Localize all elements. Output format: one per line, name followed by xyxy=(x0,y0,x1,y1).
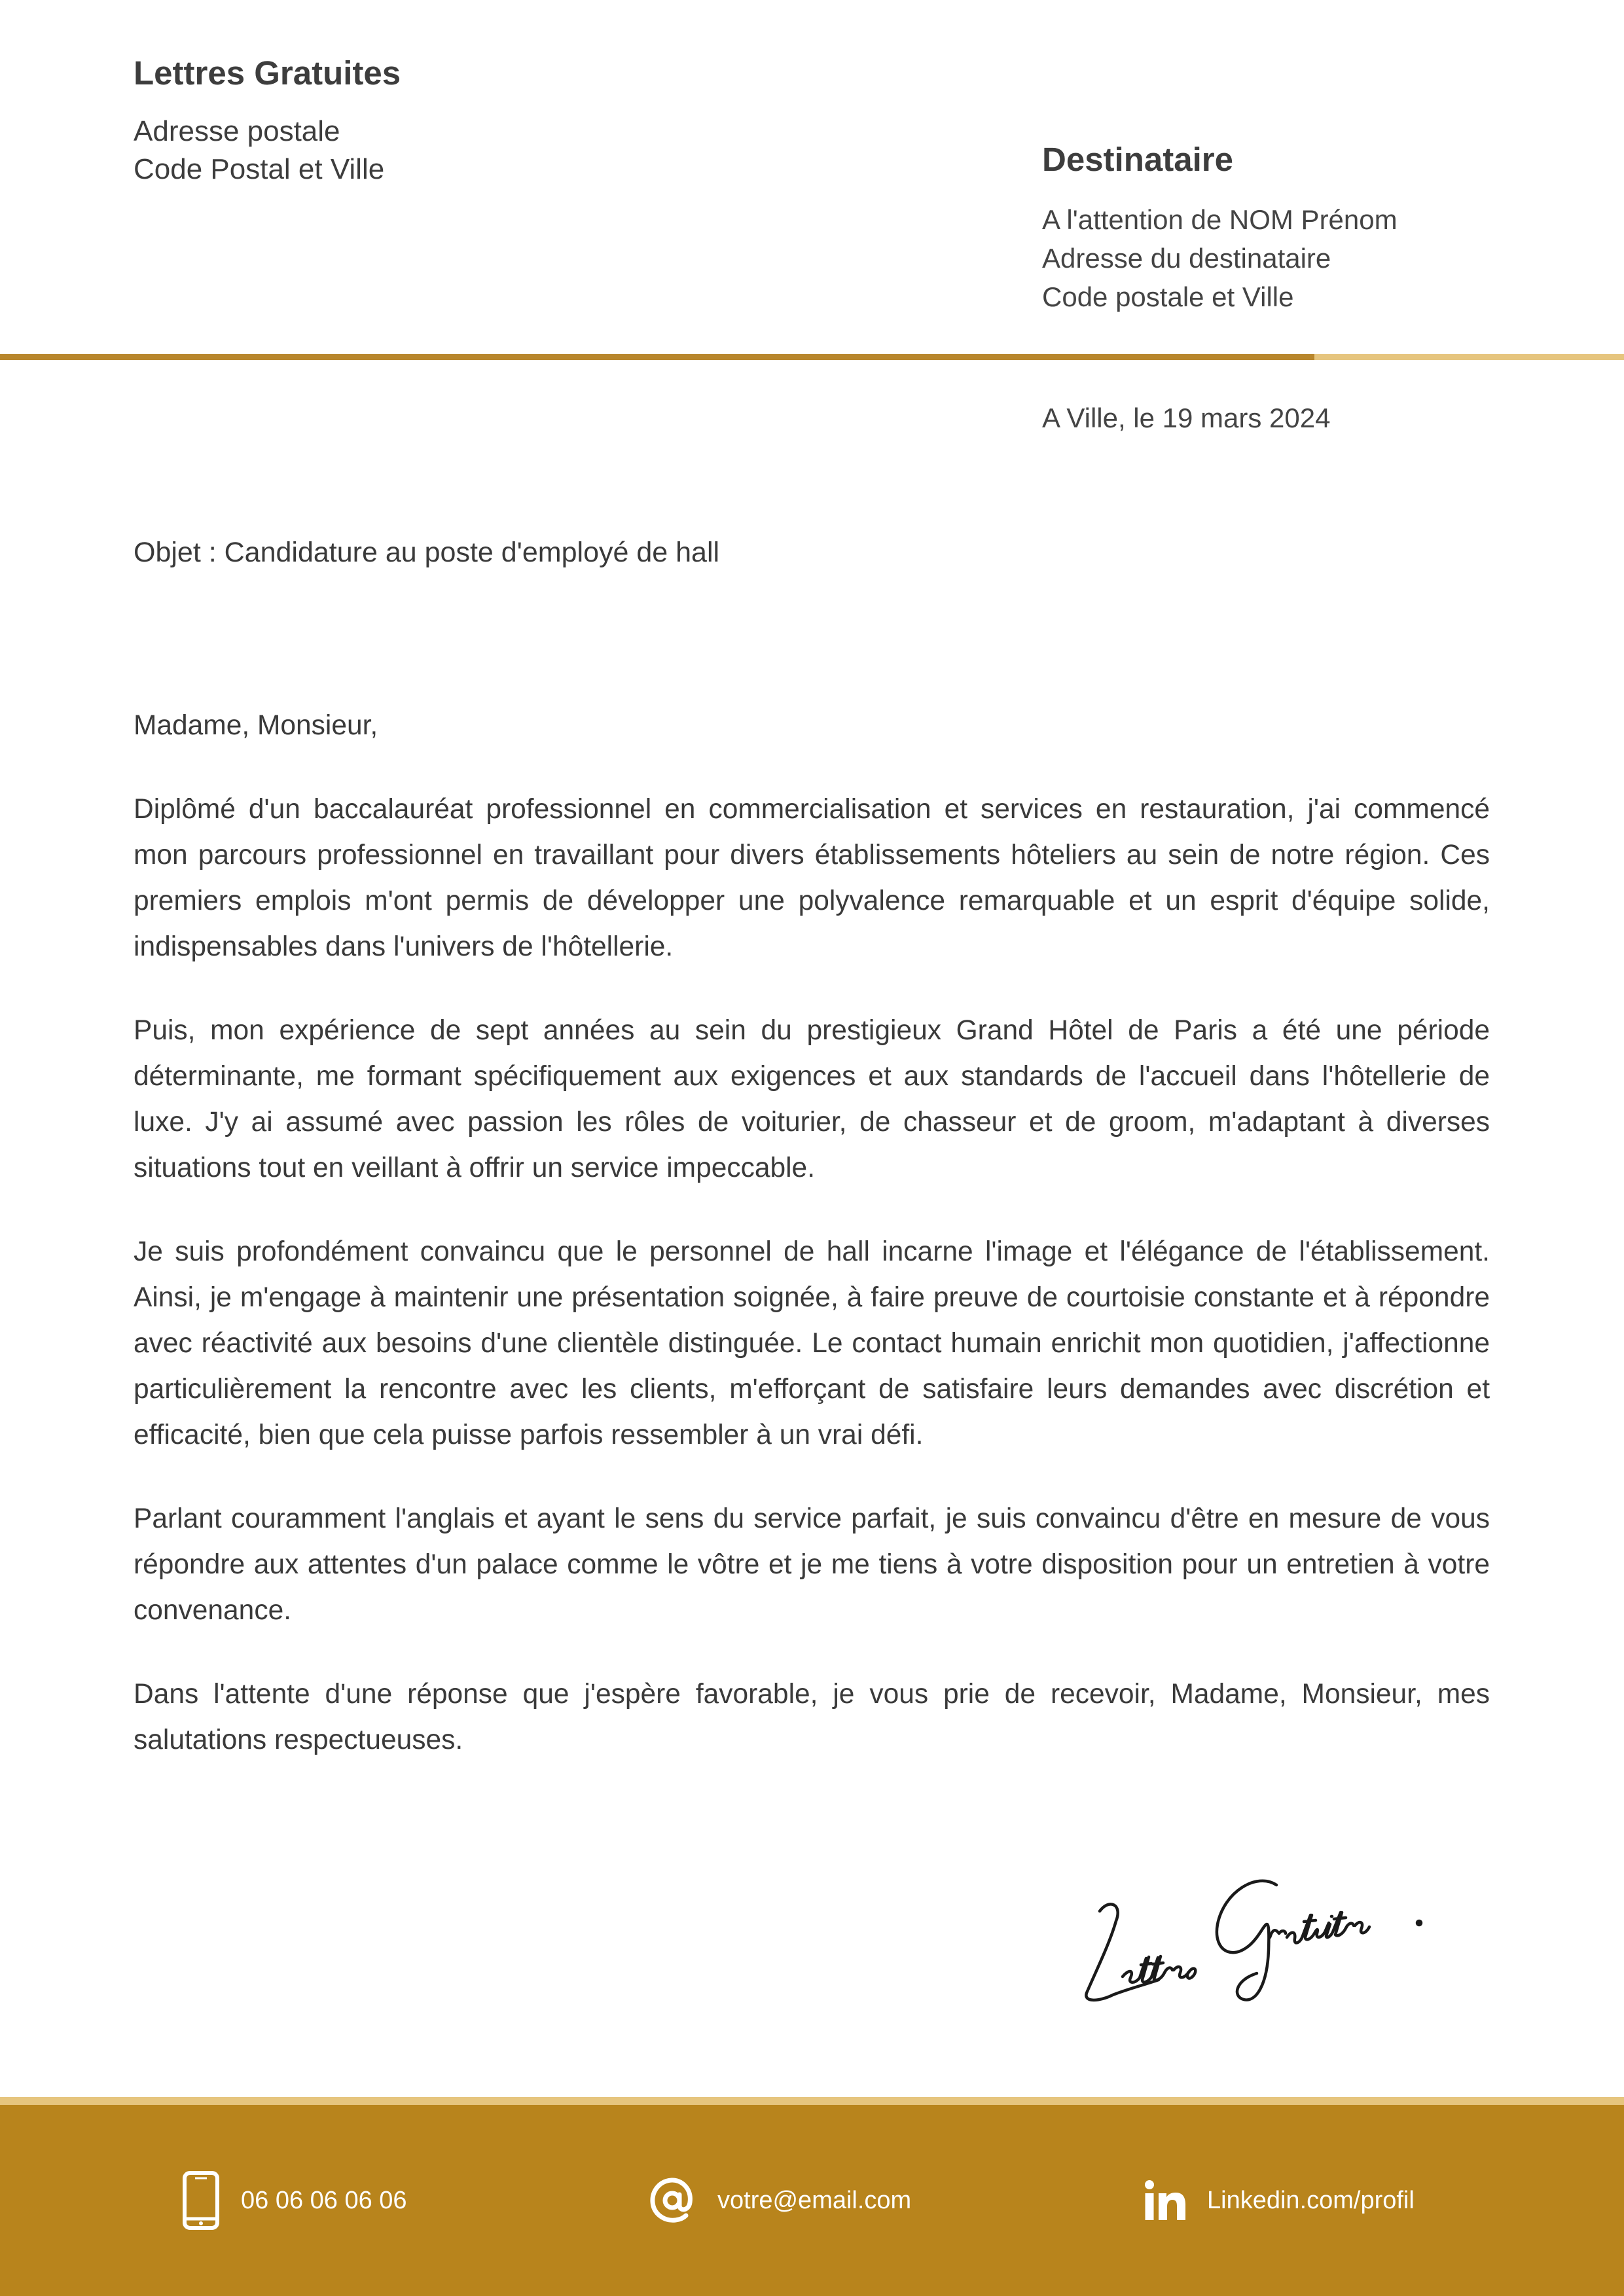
recipient-city: Code postale et Ville xyxy=(1042,281,1294,312)
recipient-address: Adresse du destinataire xyxy=(1042,243,1331,274)
letter-date: A Ville, le 19 mars 2024 xyxy=(1042,403,1331,433)
footer-linkedin xyxy=(1144,2105,1415,2296)
footer-phone xyxy=(182,2105,407,2296)
letter-body xyxy=(134,703,1490,1801)
body-paragraph: Diplômé d'un baccalauréat professionnel en commercialisation et services en restauration, j'ai commencé mon parcours professionnel en travaillant pour divers établissements hôteliers au sein de notre région. Ces premiers emplois m'ont permis de développer une polyvalence remarquable et un esprit d'équipe solide, indispensables dans l'univers de l'hôtellerie. xyxy=(134,794,1490,962)
salutation: Madame, Monsieur, xyxy=(134,710,378,741)
footer-email xyxy=(648,2105,911,2296)
sender-address xyxy=(134,113,384,188)
closing-paragraph: Dans l'attente d'une réponse que j'espère favorable, je vous prie de recevoir, Madame, Monsieur, mes salutations respectueuses. xyxy=(134,1679,1490,1755)
header-divider xyxy=(0,354,1314,360)
signature xyxy=(1060,1846,1453,2022)
footer-linkedin-text[interactable]: Linkedin.com/profil xyxy=(1207,2186,1415,2214)
footer-accent-strip xyxy=(0,2097,1624,2105)
sender-name: Lettres Gratuites xyxy=(134,54,401,92)
sender-city-line: Code Postal et Ville xyxy=(134,153,385,185)
letter-subject: Objet : Candidature au poste d'employé de hall xyxy=(134,537,720,568)
phone-icon xyxy=(182,2170,220,2231)
recipient-block xyxy=(1042,200,1398,316)
footer-email-text[interactable]: votre@email.com xyxy=(717,2186,912,2214)
body-paragraph: Puis, mon expérience de sept années au sein du prestigieux Grand Hôtel de Paris a été une période déterminante, me formant spécifiquement aux exigences et aux standards de l'accueil dans l'hôtellerie de luxe. J'y ai assumé avec passion les rôles de voiturier, de chasseur et de groom, m'adaptant à diverses situations tout en veillant à offrir un service impeccable. xyxy=(134,1015,1490,1183)
contact-footer xyxy=(0,2105,1624,2296)
at-sign-icon xyxy=(648,2176,696,2225)
linkedin-icon xyxy=(1144,2179,1186,2221)
footer-phone-text[interactable]: 06 06 06 06 06 xyxy=(241,2186,407,2214)
recipient-attention: A l'attention de NOM Prénom xyxy=(1042,204,1398,235)
header-divider-accent xyxy=(1314,354,1624,360)
body-paragraph: Je suis profondément convaincu que le personnel de hall incarne l'image et l'élégance de l'établissement. Ainsi, je m'engage à maintenir une présentation soignée, à faire preuve de courtoisie constante et à répondre avec réactivité aux besoins d'une clientèle distinguée. Le contact humain enrichit mon quotidien, j'affectionne particulièrement la rencontre avec les clients, m'efforçant de satisfaire leurs demandes avec discrétion et efficacité, bien que cela puisse parfois ressembler à un vrai défi. xyxy=(134,1236,1490,1450)
recipient-title: Destinataire xyxy=(1042,141,1233,178)
body-paragraph: Parlant couramment l'anglais et ayant le sens du service parfait, je suis convaincu d'être en mesure de vous répondre aux attentes d'un palace comme le vôtre et je me tiens à votre disposition pour un entretien à votre convenance. xyxy=(134,1503,1490,1626)
sender-address-line: Adresse postale xyxy=(134,115,340,147)
